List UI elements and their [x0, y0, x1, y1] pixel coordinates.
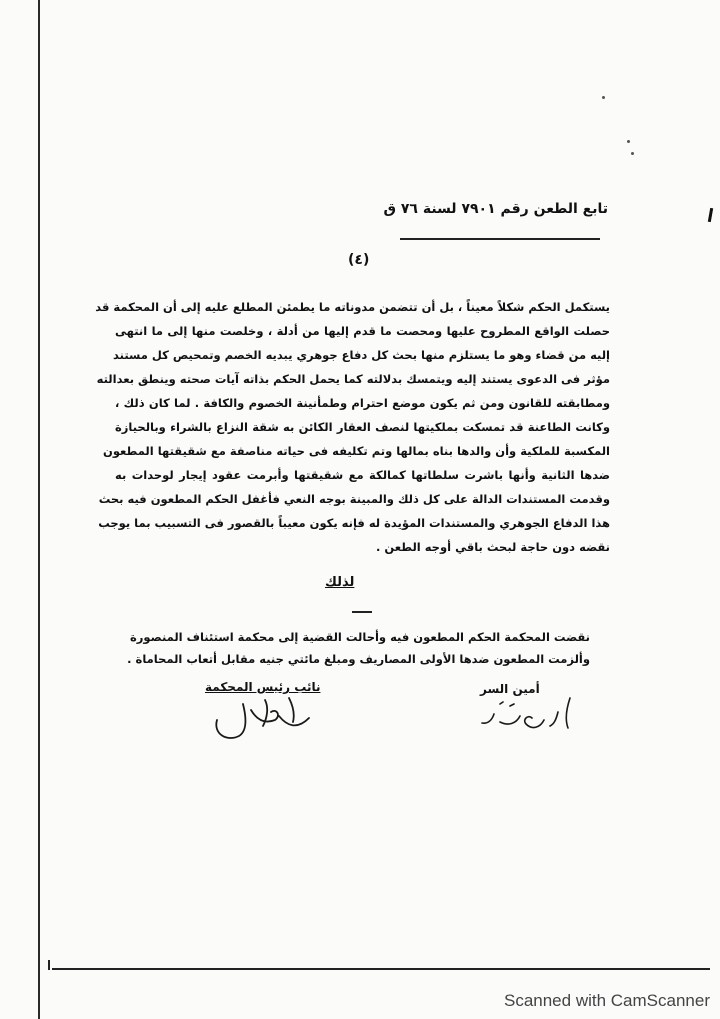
body-line: ومطابقته للقانون ومن ثم يكون موضع احترام وطمأنينة الخصوم والكافة . لما كان ذلك ،: [115, 396, 610, 410]
verdict-line: وألزمت المطعون ضدها الأولى المصاريف ومبلغ مائتي جنيه مقابل أتعاب المحاماة .: [127, 652, 590, 666]
verdict-line: نقضت المحكمة الحكم المطعون فيه وأحالت القضية إلى محكمة استئناف المنصورة: [130, 630, 590, 644]
section-dash: [352, 611, 372, 613]
scan-bottom-line: [52, 968, 710, 970]
body-line: مؤثر فى الدعوى يستند إليه ويتمسك بدلالته كما يحمل الحكم بذاته آيات صحته وينطق بعدالته: [96, 372, 610, 386]
case-reference: تابع الطعن رقم ٧٩٠١ لسنة ٧٦ ق: [383, 201, 608, 217]
secretary-title: أمين السر: [480, 682, 540, 696]
ruling-body: [95, 295, 610, 559]
scan-speck: [602, 96, 605, 99]
body-line: نقضه دون حاجة لبحث باقي أوجه الطعن .: [376, 540, 610, 554]
conclusion-heading: لذلك: [325, 575, 355, 590]
header-underline: [400, 238, 600, 240]
deputy-president-title: نائب رئيس المحكمة: [205, 680, 321, 694]
secretary-signature: [470, 690, 580, 740]
body-line: حصلت الواقع المطروح عليها ومحصت ما قدم إليها من أدلة ، وخلصت منها إلى ما انتهى: [115, 324, 610, 338]
body-line: هذا الدفاع الجوهري والمستندات المؤيدة له فإنه يكون معيباً بالقصور فى التسبيب بما يوجب: [98, 516, 610, 530]
scan-speck: [627, 140, 630, 143]
scan-mark-right: [708, 208, 713, 222]
scan-speck: [631, 152, 634, 155]
body-line: يستكمل الحكم شكلاً معيناً ، بل أن تتضمن مدوناته ما يطمئن المطلع عليه إلى أن المحكمة قد: [95, 300, 610, 314]
verdict-text: [127, 626, 590, 670]
body-line: إليه من قضاء وهو ما يستلزم منها بحث كل دفاع جوهري يبديه الخصم وتمحيص كل مستند: [113, 348, 610, 362]
page-number: (٤): [348, 252, 370, 268]
scan-border-left: [38, 0, 40, 1019]
body-line: ضدها الثانية وأنها باشرت سلطاتها كمالكة مع شقيقتها وأبرمت عقود إيجار لوحدات به: [115, 468, 610, 482]
body-line: وكانت الطاعنة قد تمسكت بملكيتها لنصف العقار الكائن به شقة النزاع بالشراء وبالحيازة: [115, 420, 610, 434]
deputy-signature: [205, 690, 325, 750]
body-line: وقدمت المستندات الدالة على كل ذلك والمبينة بوجه النعي فأغفل الحكم المطعون فيه بحث: [98, 492, 610, 506]
scan-tick: [48, 960, 50, 970]
body-line: المكسبة للملكية وأن والدها بناه بمالها وتم تكليفه فى حياته مناصفة مع شقيقتها المطعون: [103, 444, 610, 458]
camscanner-watermark: Scanned with CamScanner: [503, 991, 710, 1010]
